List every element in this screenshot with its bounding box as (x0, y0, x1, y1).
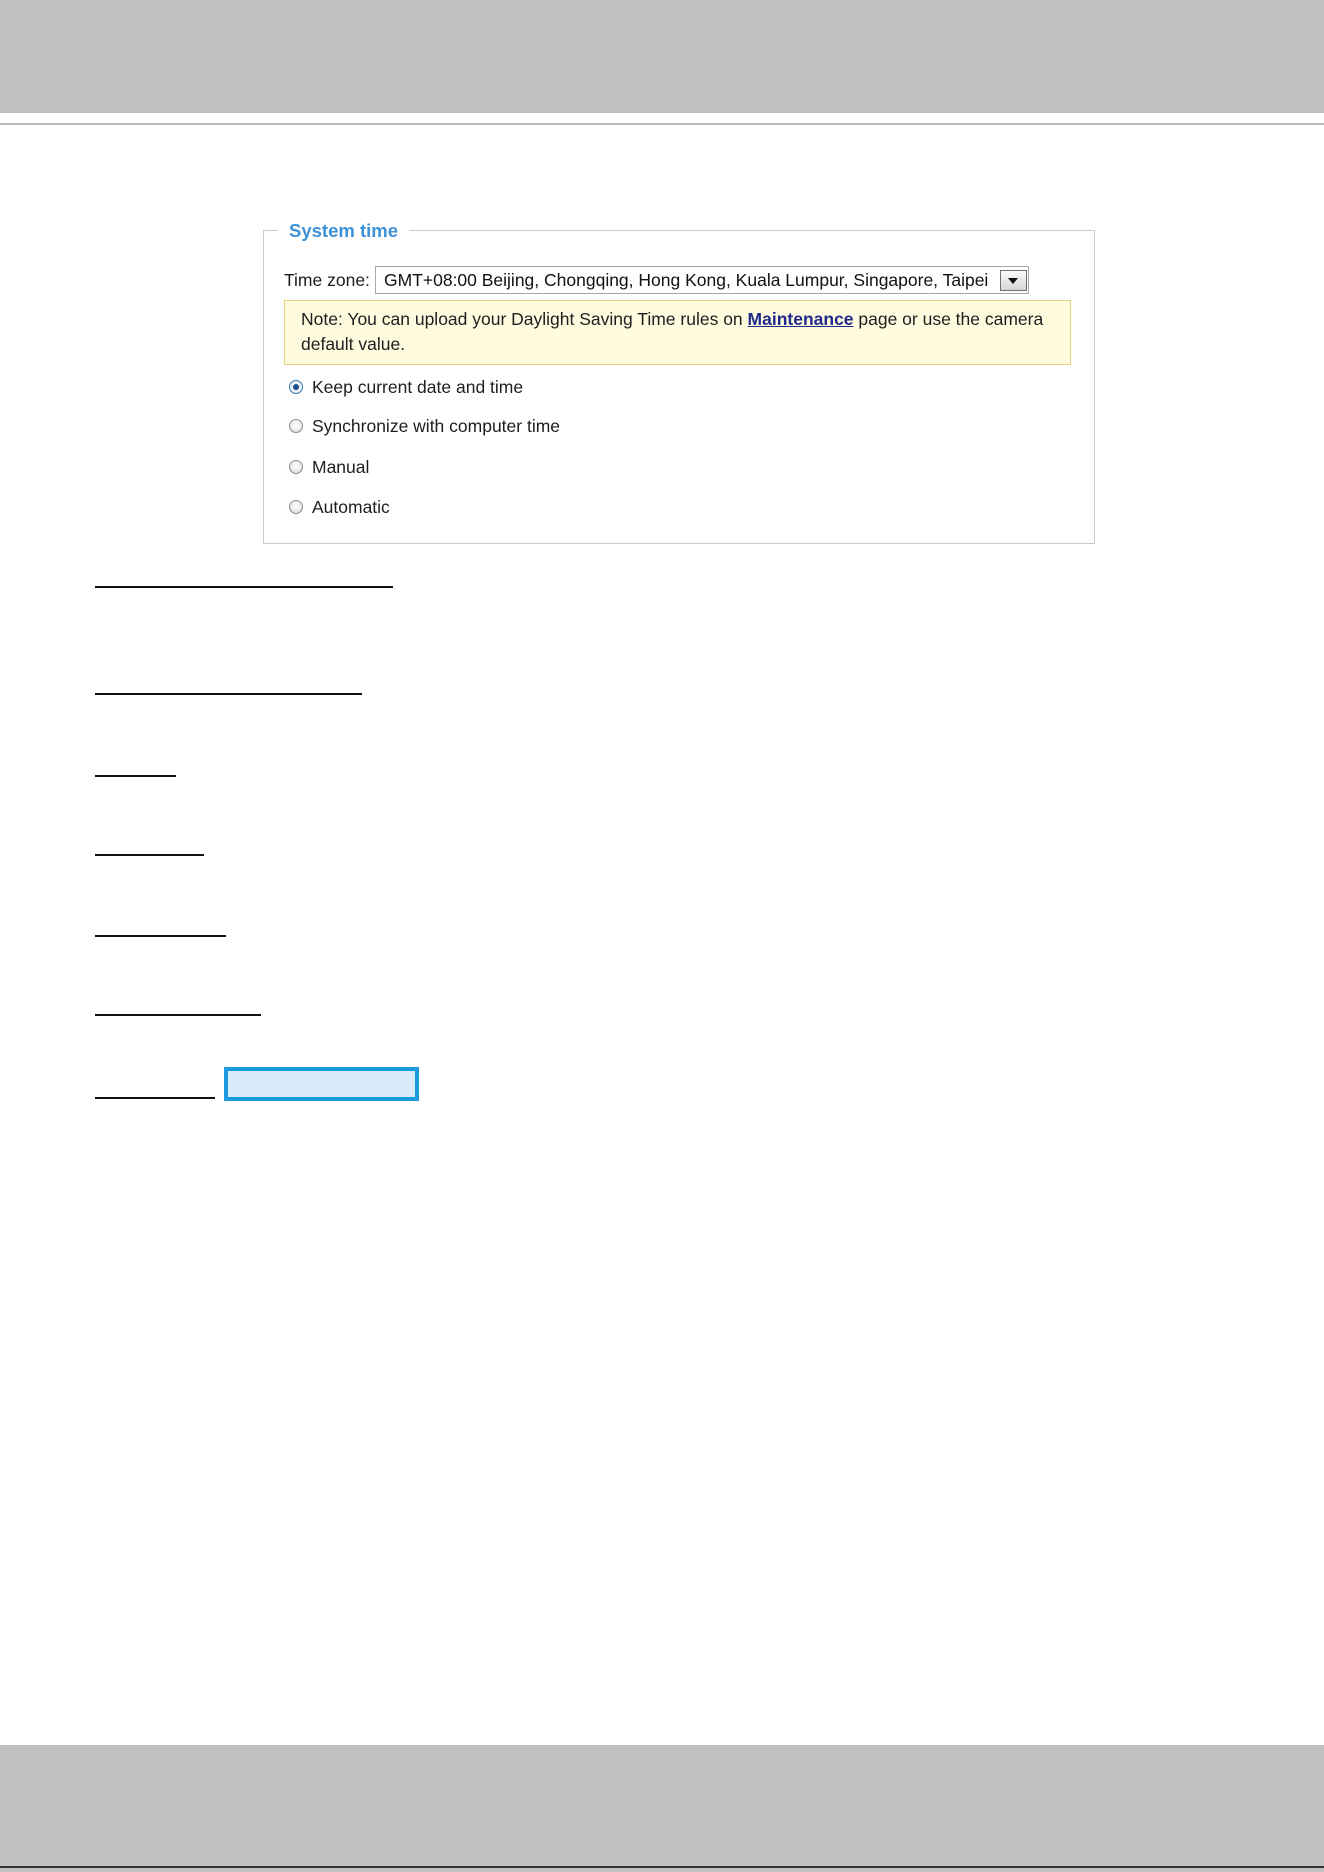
radio-option-manual[interactable] (289, 453, 709, 481)
time-zone-select[interactable] (375, 266, 1029, 294)
footer-divider (0, 1866, 1324, 1868)
header-divider (0, 123, 1324, 125)
automatic-radio[interactable] (289, 500, 303, 514)
dst-note-text: Note: You can upload your Daylight Saving Time rules on (301, 309, 748, 329)
radio-option-sync-computer[interactable] (289, 412, 709, 440)
page-footer-band (0, 1745, 1324, 1872)
blank-underline (95, 935, 226, 937)
time-zone-selected-value: GMT+08:00 Beijing, Chongqing, Hong Kong, Kuala Lumpur, Singapore, Taipei (384, 270, 989, 290)
maintenance-link[interactable]: Maintenance (747, 309, 854, 329)
radio-option-keep-current[interactable] (289, 373, 709, 401)
sync-computer-label[interactable]: Synchronize with computer time (312, 416, 561, 436)
system-time-legend: System time (278, 220, 409, 242)
page-header-band (0, 0, 1324, 113)
blank-underline (95, 854, 204, 856)
blank-underline (95, 693, 362, 695)
system-time-panel (263, 220, 1095, 544)
radio-option-automatic[interactable] (289, 493, 709, 521)
sync-computer-radio[interactable] (289, 419, 303, 433)
time-zone-dropdown-button[interactable] (1000, 270, 1027, 291)
blank-underline (95, 586, 393, 588)
blank-underline (95, 1014, 261, 1016)
dst-note (284, 300, 1071, 365)
blank-underline (95, 775, 176, 777)
dst-note-text-end: page or use the camera default value. (301, 309, 1044, 354)
time-zone-label: Time zone: (284, 270, 370, 290)
triangle-down-icon (1008, 278, 1018, 284)
automatic-label[interactable]: Automatic (312, 497, 390, 517)
highlight-box (224, 1067, 419, 1101)
manual-label[interactable]: Manual (312, 457, 370, 477)
keep-current-radio[interactable] (289, 380, 303, 394)
keep-current-label[interactable]: Keep current date and time (312, 377, 524, 397)
blank-underline (95, 1097, 215, 1099)
manual-radio[interactable] (289, 460, 303, 474)
radio-selected-dot (293, 384, 299, 390)
